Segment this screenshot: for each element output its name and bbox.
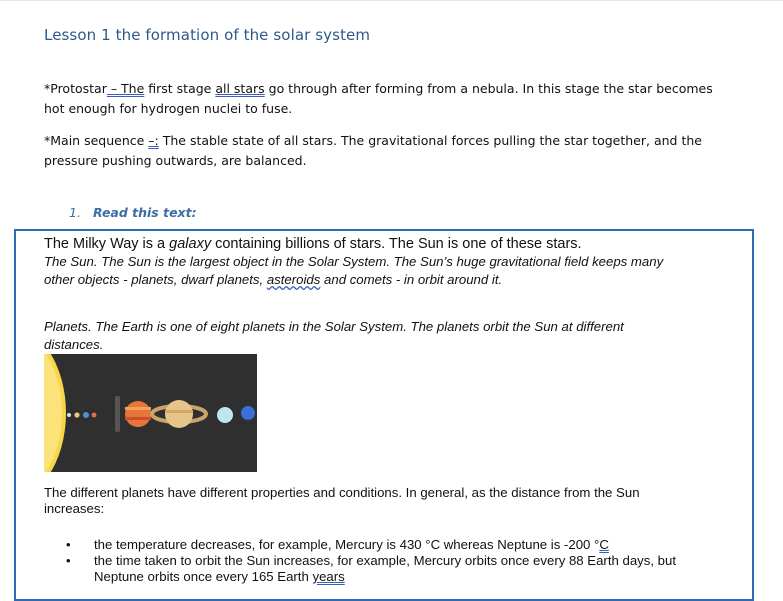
bullet-icon: •: [66, 553, 71, 568]
protostar-definition: [44, 79, 744, 119]
bullet-list: [66, 537, 746, 585]
list-item: [66, 537, 746, 553]
main-sequence-line1: [44, 131, 744, 151]
sun-line1: The Sun. The Sun is the largest object in the Solar System. The Sun’s huge gravitational field keeps many: [44, 254, 664, 269]
protostar-line1: [44, 79, 744, 99]
protostar-rest: go through after forming from a nebula. In this stage the star becomes: [264, 81, 713, 96]
bullet2-line2: [94, 569, 746, 585]
sun-line2-pre: other objects - planets, dwarf planets,: [44, 272, 267, 287]
protostar-dash: –: [106, 81, 122, 96]
protostar-all-stars: all stars: [215, 81, 265, 96]
bullet1-unit: C: [599, 537, 609, 552]
numbered-list-item: [69, 205, 197, 220]
sun-paragraph: [44, 253, 663, 289]
bullet2-line2-pre: Neptune orbits once every 165 Earth: [94, 569, 313, 584]
bullet1-text: the temperature decreases, for example, Mercury is 430 °C whereas Neptune is -200 °: [94, 537, 600, 552]
planets-line1: Planets. The Earth is one of eight planets in the Solar System. The planets orbit the Sun at different: [44, 319, 624, 334]
properties-paragraph: [44, 485, 640, 517]
protostar-the: The: [121, 81, 145, 96]
sun-line2-post: and comets - in orbit around it.: [320, 272, 503, 287]
list-text: Read this text:: [92, 205, 197, 220]
main-sequence-term: *Main sequence: [44, 133, 149, 148]
protostar-line2: hot enough for hydrogen nuclei to fuse.: [44, 101, 293, 116]
asteroids-word: asteroids: [266, 272, 321, 287]
planets-line2: distances.: [44, 337, 104, 352]
props-line1: The different planets have different properties and conditions. In general, as the distance from the Sun: [44, 485, 640, 500]
solar-system-icon: [44, 354, 257, 472]
main-sequence-definition: [44, 131, 744, 171]
bullet-icon: •: [66, 537, 71, 552]
list-number: 1.: [69, 205, 81, 220]
bullet2-line1: the time taken to orbit the Sun increases, for example, Mercury orbits once every 88 Earth days, but: [94, 553, 677, 568]
protostar-mid: first stage: [144, 81, 216, 96]
page-top-rule: [0, 0, 783, 1]
props-line2: increases:: [44, 501, 105, 516]
protostar-term: *Protostar: [44, 81, 107, 96]
milky-way-sentence: [44, 236, 582, 252]
page-title: Lesson 1 the formation of the solar system: [44, 26, 371, 44]
main-sequence-rest: The stable state of all stars. The gravitational forces pulling the star together, and the: [158, 133, 702, 148]
solar-system-image: [44, 354, 257, 472]
sun-line2: [44, 271, 663, 289]
planets-paragraph: [44, 318, 624, 354]
galaxy-word: galaxy: [169, 236, 212, 252]
list-item: [66, 553, 746, 585]
years-word: years: [312, 569, 345, 584]
milky-post: containing billions of stars. The Sun is one of these stars.: [211, 236, 582, 252]
main-sequence-dash: –:: [148, 133, 159, 148]
milky-pre: The Milky Way is a: [44, 236, 170, 252]
main-sequence-line2: pressure pushing outwards, are balanced.: [44, 153, 307, 168]
